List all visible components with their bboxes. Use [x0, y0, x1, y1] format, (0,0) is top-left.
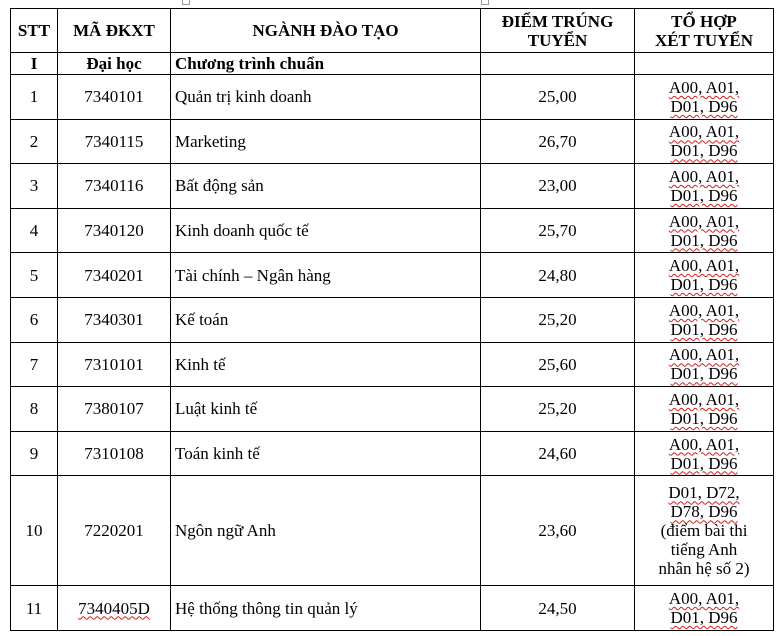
table-move-handle-right[interactable] — [481, 0, 489, 5]
row-stt: 3 — [11, 164, 58, 209]
row-major: Kinh doanh quốc tế — [171, 208, 481, 253]
row-combo: A00, A01, D01, D96 — [635, 253, 774, 298]
header-score: ĐIỂM TRÚNG TUYỂN — [481, 9, 635, 53]
row-major: Quản trị kinh doanh — [171, 75, 481, 120]
row-code: 7340201 — [58, 253, 171, 298]
table-row — [11, 297, 774, 342]
table-header-row — [11, 9, 774, 53]
header-stt: STT — [11, 9, 58, 53]
row-code: 7340116 — [58, 164, 171, 209]
row-major: Kế toán — [171, 297, 481, 342]
section-code: Đại học — [58, 53, 171, 75]
row-stt: 4 — [11, 208, 58, 253]
row-major: Toán kinh tế — [171, 431, 481, 476]
row-stt: 8 — [11, 387, 58, 432]
row-score: 24,80 — [481, 253, 635, 298]
section-stt: I — [11, 53, 58, 75]
table-row — [11, 431, 774, 476]
table-row — [11, 208, 774, 253]
row-combo: A00, A01, D01, D96 — [635, 387, 774, 432]
row-combo: A00, A01, D01, D96 — [635, 208, 774, 253]
table-row — [11, 119, 774, 164]
row-score: 25,00 — [481, 75, 635, 120]
table-move-handle-left[interactable] — [182, 0, 190, 5]
row-score: 25,20 — [481, 387, 635, 432]
row-score: 26,70 — [481, 119, 635, 164]
section-row — [11, 53, 774, 75]
row-combo: A00, A01, D01, D96 — [635, 75, 774, 120]
row-code: 7340301 — [58, 297, 171, 342]
header-combo: TỔ HỢP XÉT TUYỂN — [635, 9, 774, 53]
row-stt: 1 — [11, 75, 58, 120]
row-score: 25,70 — [481, 208, 635, 253]
row-code: 7340405D — [58, 586, 171, 631]
table-row — [11, 342, 774, 387]
row-code: 7310108 — [58, 431, 171, 476]
section-combo — [635, 53, 774, 75]
row-combo: A00, A01, D01, D96 — [635, 342, 774, 387]
row-code: 7340101 — [58, 75, 171, 120]
row-major: Marketing — [171, 119, 481, 164]
row-combo: A00, A01, D01, D96 — [635, 297, 774, 342]
row-stt: 6 — [11, 297, 58, 342]
row-score: 25,20 — [481, 297, 635, 342]
row-combo: D01, D72, D78, D96 (điểm bài thi tiếng Anh nhân hệ số 2) — [635, 476, 774, 586]
admission-scores-table — [10, 8, 774, 631]
row-major: Hệ thống thông tin quản lý — [171, 586, 481, 631]
row-code: 7340115 — [58, 119, 171, 164]
table-row — [11, 253, 774, 298]
row-stt: 10 — [11, 476, 58, 586]
row-stt: 2 — [11, 119, 58, 164]
row-code: 7340120 — [58, 208, 171, 253]
row-combo: A00, A01, D01, D96 — [635, 119, 774, 164]
row-combo: A00, A01, D01, D96 — [635, 586, 774, 631]
row-stt: 5 — [11, 253, 58, 298]
header-major: NGÀNH ĐÀO TẠO — [171, 9, 481, 53]
row-code: 7220201 — [58, 476, 171, 586]
row-major: Bất động sản — [171, 164, 481, 209]
row-major: Tài chính – Ngân hàng — [171, 253, 481, 298]
table-row — [11, 476, 774, 586]
header-code: MÃ ĐKXT — [58, 9, 171, 53]
row-score: 25,60 — [481, 342, 635, 387]
row-code: 7380107 — [58, 387, 171, 432]
row-code: 7310101 — [58, 342, 171, 387]
section-major: Chương trình chuẩn — [171, 53, 481, 75]
row-major: Ngôn ngữ Anh — [171, 476, 481, 586]
row-score: 23,60 — [481, 476, 635, 586]
row-major: Luật kinh tế — [171, 387, 481, 432]
row-score: 23,00 — [481, 164, 635, 209]
row-score: 24,60 — [481, 431, 635, 476]
row-stt: 9 — [11, 431, 58, 476]
row-major: Kinh tế — [171, 342, 481, 387]
row-score: 24,50 — [481, 586, 635, 631]
section-score — [481, 53, 635, 75]
table-row — [11, 387, 774, 432]
table-row — [11, 164, 774, 209]
row-stt: 11 — [11, 586, 58, 631]
table-row — [11, 586, 774, 631]
table-row — [11, 75, 774, 120]
row-combo: A00, A01, D01, D96 — [635, 164, 774, 209]
row-stt: 7 — [11, 342, 58, 387]
row-combo: A00, A01, D01, D96 — [635, 431, 774, 476]
